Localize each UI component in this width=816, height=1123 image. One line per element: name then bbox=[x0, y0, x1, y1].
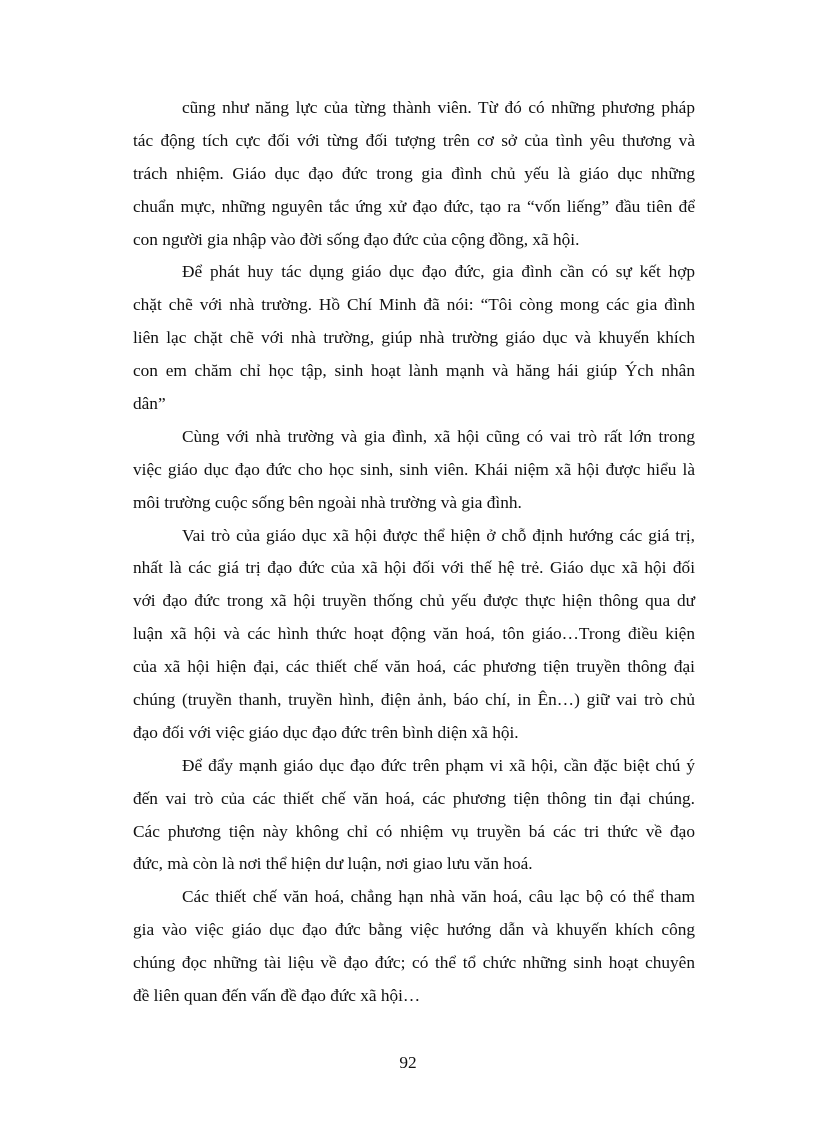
text-line: Các thiết chế văn hoá, chẳng hạn nhà văn hoá, câu lạc bộ có thể tham bbox=[182, 887, 695, 907]
text-line: Cùng với nhà trường và gia đình, xã hội cũng có vai trò rất lớn trong bbox=[182, 426, 695, 446]
text-line: gia vào việc giáo dục đạo đức bằng việc hướng dẫn và khuyến khích công bbox=[133, 920, 695, 940]
document-body bbox=[133, 92, 695, 1013]
text-line: con em chăm chỉ học tập, sinh hoạt lành mạnh và hăng hái giúp Ých nhân bbox=[133, 361, 695, 381]
text-line: việc giáo dục đạo đức cho học sinh, sinh viên. Khái niệm xã hội được hiểu là bbox=[133, 459, 695, 479]
text-line: đức, mà còn là nơi thể hiện dư luận, nơi giao lưu văn hoá. bbox=[133, 854, 533, 874]
text-line: với đạo đức trong xã hội truyền thống chủ yếu được thực hiện thông qua dư bbox=[133, 591, 695, 611]
text-line: cũng như năng lực của từng thành viên. Từ đó có những phương pháp bbox=[182, 98, 695, 117]
paragraph bbox=[133, 750, 695, 882]
paragraph bbox=[133, 520, 695, 750]
text-line: dân” bbox=[133, 394, 166, 414]
text-line: môi trường cuộc sống bên ngoài nhà trường và gia đình. bbox=[133, 492, 522, 512]
text-line: chúng (truyền thanh, truyền hình, điện ảnh, báo chí, in Ên…) giữ vai trò chủ bbox=[133, 690, 695, 710]
paragraph bbox=[133, 92, 695, 256]
text-line: Vai trò của giáo dục xã hội được thể hiện ở chỗ định hướng các giá trị, bbox=[182, 525, 695, 545]
text-line: đề liên quan đến vấn đề đạo đức xã hội… bbox=[133, 986, 421, 1006]
text-line: liên lạc chặt chẽ với nhà trường, giúp nhà trường giáo dục và khuyến khích bbox=[133, 328, 695, 348]
text-line: chặt chẽ với nhà trường. Hồ Chí Minh đã nói: “Tôi còng mong các gia đình bbox=[133, 295, 695, 315]
text-line: nhất là các giá trị đạo đức của xã hội đối với thế hệ trẻ. Giáo dục xã hội đối bbox=[133, 558, 695, 578]
paragraph bbox=[133, 881, 695, 1013]
paragraph bbox=[133, 256, 695, 420]
text-line: con người gia nhập vào đời sống đạo đức của cộng đồng, xã hội. bbox=[133, 229, 580, 249]
page-number: 92 bbox=[399, 1053, 417, 1072]
text-line: luận xã hội và các hình thức hoạt động văn hoá, tôn giáo…Trong điều kiện bbox=[133, 624, 695, 644]
text-line: Để phát huy tác dụng giáo dục đạo đức, gia đình cần có sự kết hợp bbox=[182, 262, 695, 282]
text-line: tác động tích cực đối với từng đối tượng trên cơ sở của tình yêu thương và bbox=[133, 130, 695, 150]
text-line: chúng đọc những tài liệu về đạo đức; có thể tổ chức những sinh hoạt chuyên bbox=[133, 953, 695, 973]
text-line: Để đẩy mạnh giáo dục đạo đức trên phạm vi xã hội, cần đặc biệt chú ý bbox=[182, 755, 695, 775]
paragraph bbox=[133, 421, 695, 520]
text-line: của xã hội hiện đại, các thiết chế văn hoá, các phương tiện truyền thông đại bbox=[133, 657, 695, 677]
text-line: chuẩn mực, những nguyên tắc ứng xử đạo đức, tạo ra “vốn liếng” đầu tiên để bbox=[133, 196, 695, 216]
text-line: Các phương tiện này không chỉ có nhiệm vụ truyền bá các tri thức về đạo bbox=[133, 821, 695, 841]
text-line: trách nhiệm. Giáo dục đạo đức trong gia đình chủ yếu là giáo dục những bbox=[133, 163, 695, 183]
text-line: đạo đối với việc giáo dục đạo đức trên bình diện xã hội. bbox=[133, 722, 519, 742]
text-line: đến vai trò của các thiết chế văn hoá, các phương tiện thông tin đại chúng. bbox=[133, 788, 695, 808]
